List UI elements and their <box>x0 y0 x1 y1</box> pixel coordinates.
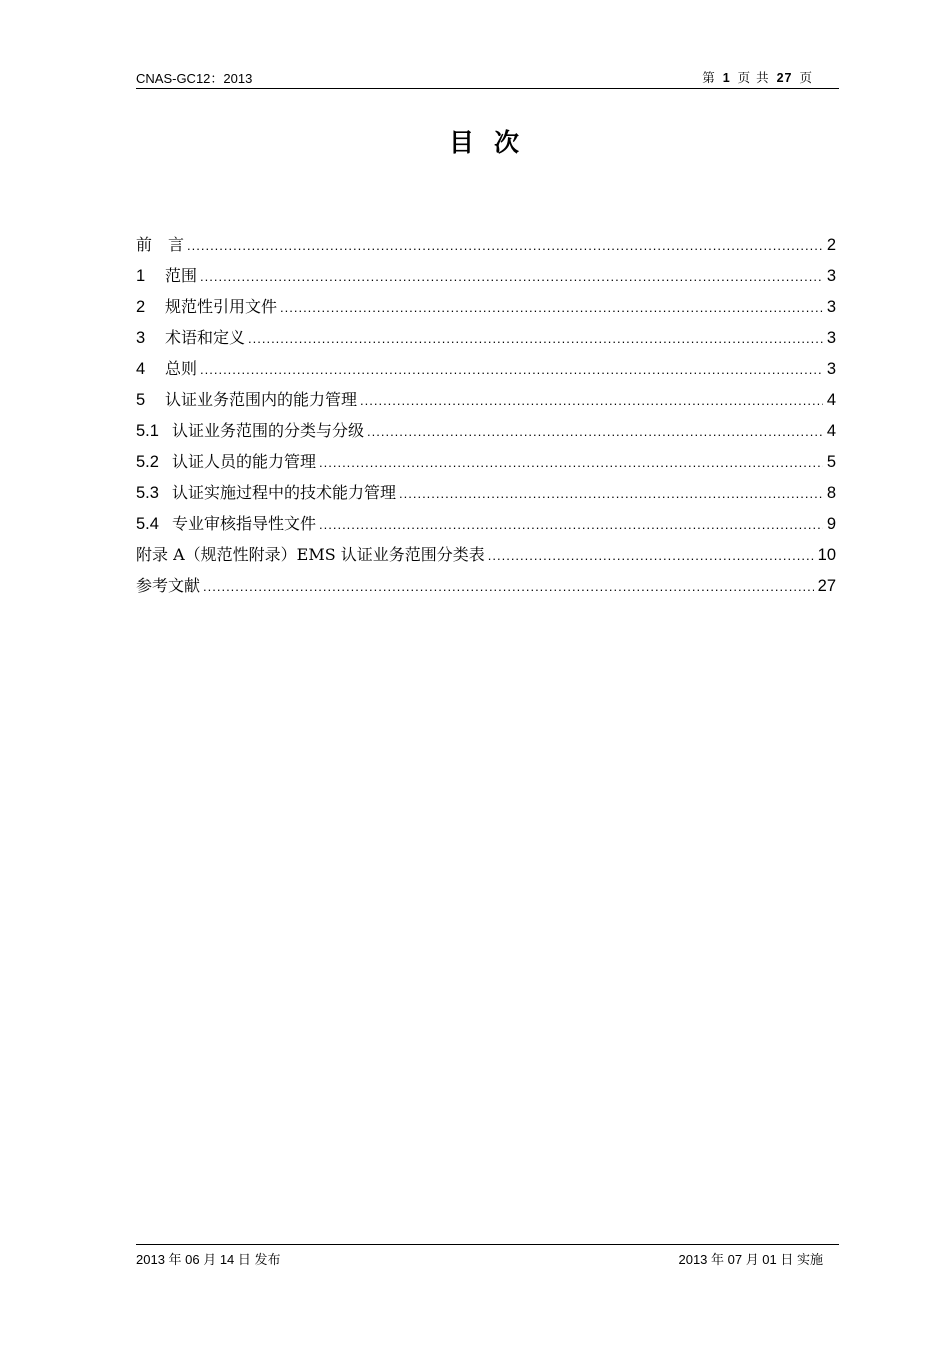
toc-entry-page: 3 <box>826 329 836 347</box>
toc-entry-label: 总则 <box>165 359 198 378</box>
implementation-date: 2013 年 07 月 01 日 实施 <box>678 1252 823 1267</box>
publish-date: 2013 年 06 月 14 日 发布 <box>136 1252 281 1267</box>
toc-leader-dots <box>319 512 823 537</box>
toc-entry-label: 范围 <box>165 266 198 285</box>
toc-entry-appendix-a[interactable] <box>136 542 836 573</box>
page-suffix: 页 <box>799 70 813 85</box>
toc-entry-references[interactable] <box>136 573 836 604</box>
toc-entry-number: 5.3 <box>136 484 159 502</box>
current-page-number: 1 <box>722 71 731 85</box>
total-page-number: 27 <box>776 71 793 85</box>
toc-entry-page: 3 <box>826 360 836 378</box>
toc-entry-number: 5.1 <box>136 422 159 440</box>
toc-entry-label: 参考文献 <box>136 576 201 595</box>
toc-entry-label: 前 言 <box>136 235 185 254</box>
toc-leader-dots <box>367 419 823 444</box>
toc-entry-page: 3 <box>826 298 836 316</box>
toc-entry-label: 认证业务范围内的能力管理 <box>165 390 358 409</box>
toc-entry-label: 术语和定义 <box>165 328 246 347</box>
page-title: 目次 <box>448 128 539 157</box>
toc-entry-number: 5 <box>136 391 146 409</box>
toc-entry-label: 专业审核指导性文件 <box>172 514 317 533</box>
toc-entry-2[interactable] <box>136 294 836 325</box>
toc-entry-number: 5.4 <box>136 515 159 533</box>
toc-entry-page: 9 <box>826 515 836 533</box>
page-number-info <box>702 68 813 86</box>
toc-leader-dots <box>187 233 823 258</box>
toc-entry-page: 4 <box>826 391 836 409</box>
toc-entry-page: 2 <box>826 236 836 254</box>
toc-entry-number: 2 <box>136 298 146 316</box>
toc-entry-5-3[interactable] <box>136 480 836 511</box>
page-header <box>136 66 839 89</box>
document-code: CNAS-GC12：2013 <box>136 71 253 86</box>
toc-entry-label: 规范性引用文件 <box>165 297 278 316</box>
toc-entry-4[interactable] <box>136 356 836 387</box>
toc-entry-page: 5 <box>826 453 836 471</box>
toc-entry-label: 附录 A（规范性附录）EMS 认证业务范围分类表 <box>136 545 485 564</box>
toc-leader-dots <box>280 295 823 320</box>
toc-leader-dots <box>399 481 823 506</box>
toc-leader-dots <box>200 357 823 382</box>
toc-entry-page: 3 <box>826 267 836 285</box>
toc-leader-dots <box>488 543 814 568</box>
toc-leader-dots <box>319 450 823 475</box>
page-footer <box>136 1244 839 1267</box>
toc-entry-preface[interactable] <box>136 232 836 263</box>
toc-entry-label: 认证人员的能力管理 <box>172 452 317 471</box>
toc-entry-number: 5.2 <box>136 453 159 471</box>
toc-entry-5-1[interactable] <box>136 418 836 449</box>
toc-entry-label: 认证实施过程中的技术能力管理 <box>172 483 397 502</box>
toc-entry-number: 4 <box>136 360 146 378</box>
toc-leader-dots <box>360 388 823 413</box>
page-prefix: 第 <box>702 70 716 85</box>
page-mid-text: 页 共 <box>737 70 770 85</box>
toc-entry-page: 4 <box>826 422 836 440</box>
toc-entry-5[interactable] <box>136 387 836 418</box>
toc-entry-number: 1 <box>136 267 146 285</box>
toc-leader-dots <box>203 574 814 599</box>
toc-leader-dots <box>200 264 823 289</box>
toc-entry-1[interactable] <box>136 263 836 294</box>
toc-entry-label: 认证业务范围的分类与分级 <box>172 421 365 440</box>
table-of-contents <box>136 232 836 604</box>
toc-leader-dots <box>248 326 823 351</box>
toc-entry-page: 8 <box>826 484 836 502</box>
toc-entry-page: 27 <box>817 577 836 595</box>
toc-entry-5-2[interactable] <box>136 449 836 480</box>
toc-entry-5-4[interactable] <box>136 511 836 542</box>
toc-entry-number: 3 <box>136 329 146 347</box>
toc-entry-page: 10 <box>817 546 836 564</box>
toc-entry-3[interactable] <box>136 325 836 356</box>
